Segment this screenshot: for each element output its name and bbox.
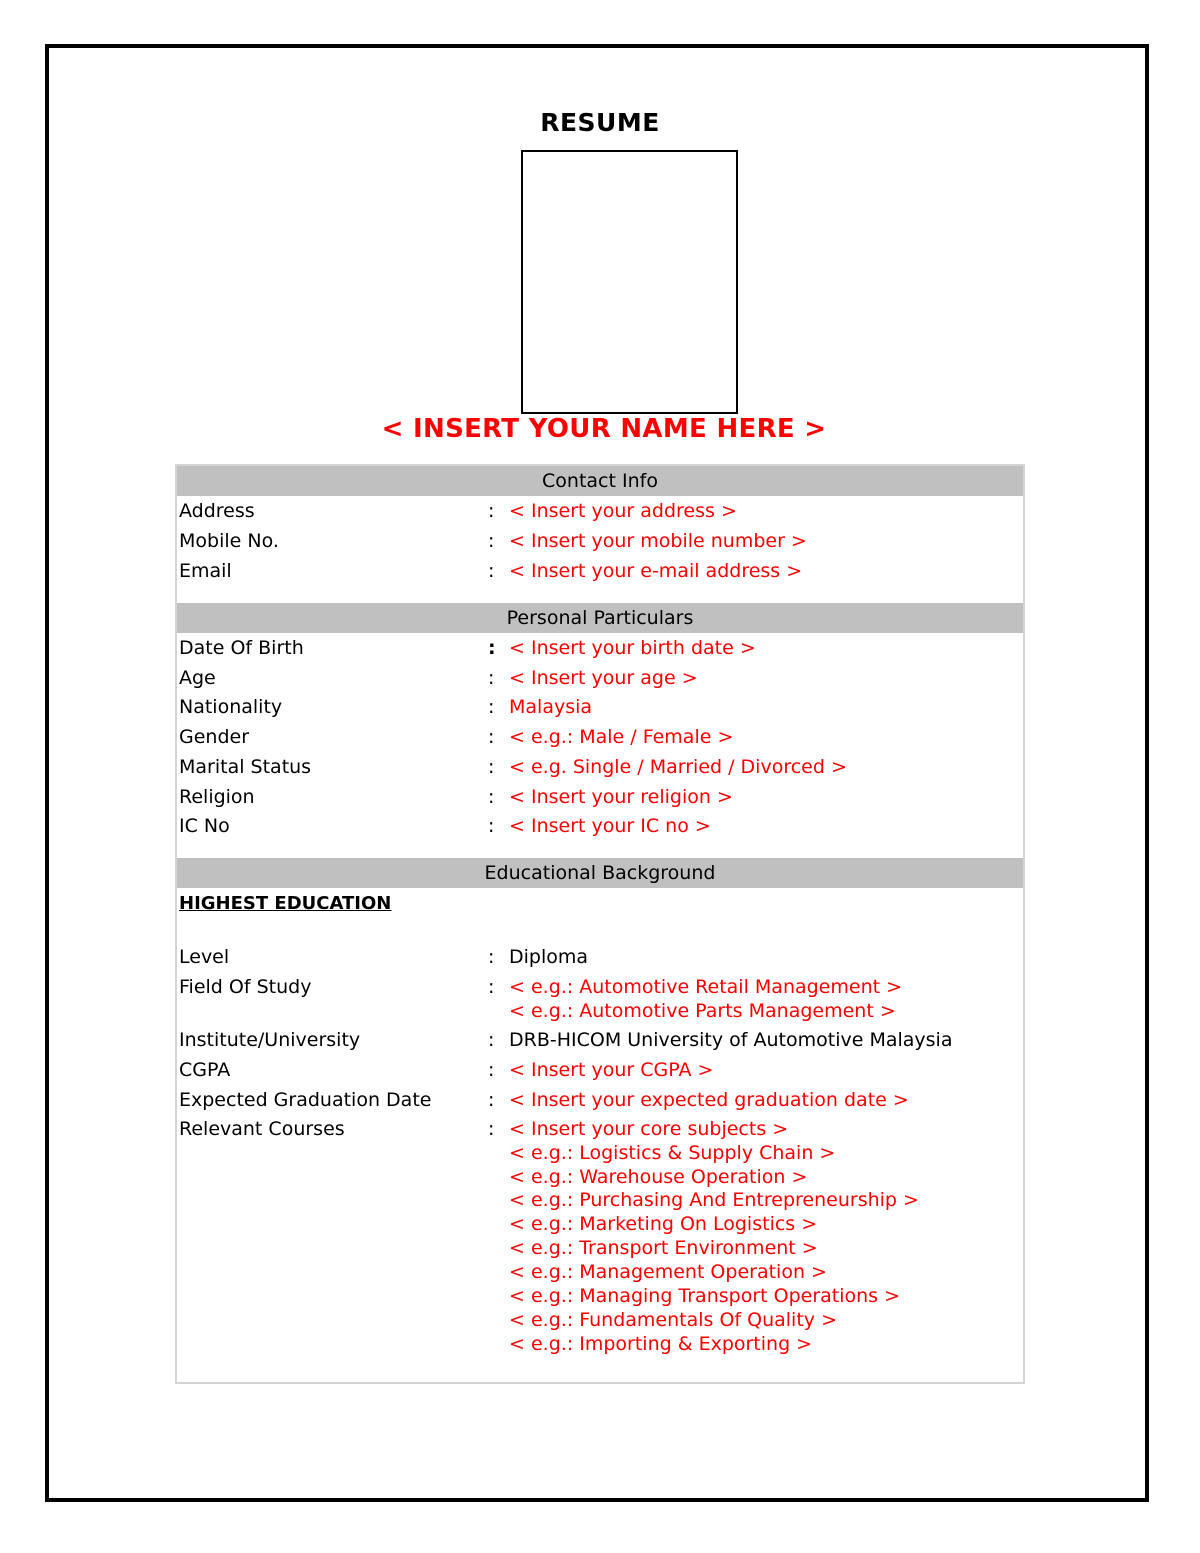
value-gender: < e.g.: Male / Female > <box>509 726 734 748</box>
label-nationality: Nationality <box>179 696 283 718</box>
label-mobile: Mobile No. <box>179 530 279 552</box>
section-header-education: Educational Background <box>177 858 1023 888</box>
course-item: < e.g.: Managing Transport Operations > <box>509 1285 901 1307</box>
value-nationality: Malaysia <box>509 696 593 718</box>
label-age: Age <box>179 667 216 689</box>
value-cgpa: < Insert your CGPA > <box>509 1059 714 1081</box>
colon: : <box>488 1089 495 1111</box>
label-address: Address <box>179 500 255 522</box>
label-date-of-birth: Date Of Birth <box>179 637 304 659</box>
label-field-of-study: Field Of Study <box>179 976 312 998</box>
value-marital-status: < e.g. Single / Married / Divorced > <box>509 756 847 778</box>
label-religion: Religion <box>179 786 255 808</box>
colon: : <box>488 637 496 659</box>
section-header-contact: Contact Info <box>177 466 1023 496</box>
colon: : <box>488 976 495 998</box>
colon: : <box>488 696 495 718</box>
label-relevant-courses: Relevant Courses <box>179 1118 345 1140</box>
course-item: < e.g.: Marketing On Logistics > <box>509 1213 818 1235</box>
value-ic-no: < Insert your IC no > <box>509 815 711 837</box>
section-header-personal: Personal Particulars <box>177 603 1023 633</box>
label-email: Email <box>179 560 232 582</box>
colon: : <box>488 756 495 778</box>
value-institute: DRB-HICOM University of Automotive Malaysia <box>509 1029 953 1051</box>
colon: : <box>488 530 495 552</box>
value-date-of-birth: < Insert your birth date > <box>509 637 756 659</box>
value-mobile: < Insert your mobile number > <box>509 530 807 552</box>
label-ic-no: IC No <box>179 815 230 837</box>
value-age: < Insert your age > <box>509 667 698 689</box>
course-item: < e.g.: Warehouse Operation > <box>509 1166 808 1188</box>
course-item: < e.g.: Importing & Exporting > <box>509 1333 813 1355</box>
document-title: RESUME <box>540 108 660 137</box>
value-level: Diploma <box>509 946 589 968</box>
colon: : <box>488 667 495 689</box>
course-item: < Insert your core subjects > <box>509 1118 789 1140</box>
value-religion: < Insert your religion > <box>509 786 733 808</box>
value-address: < Insert your address > <box>509 500 737 522</box>
photo-placeholder <box>521 150 738 414</box>
label-institute: Institute/University <box>179 1029 361 1051</box>
label-cgpa: CGPA <box>179 1059 231 1081</box>
name-placeholder: < INSERT YOUR NAME HERE > <box>381 414 827 444</box>
label-graduation-date: Expected Graduation Date <box>179 1089 432 1111</box>
colon: : <box>488 1118 495 1140</box>
course-item: < e.g.: Purchasing And Entrepreneurship > <box>509 1189 919 1211</box>
colon: : <box>488 786 495 808</box>
course-item: < e.g.: Fundamentals Of Quality > <box>509 1309 837 1331</box>
colon: : <box>488 500 495 522</box>
colon: : <box>488 726 495 748</box>
label-marital-status: Marital Status <box>179 756 312 778</box>
colon: : <box>488 1029 495 1051</box>
colon: : <box>488 1059 495 1081</box>
label-gender: Gender <box>179 726 250 748</box>
course-item: < e.g.: Transport Environment > <box>509 1237 818 1259</box>
highest-education-heading: HIGHEST EDUCATION <box>179 893 392 914</box>
colon: : <box>488 560 495 582</box>
colon: : <box>488 815 495 837</box>
colon: : <box>488 946 495 968</box>
course-item: < e.g.: Management Operation > <box>509 1261 827 1283</box>
label-level: Level <box>179 946 230 968</box>
value-field-of-study-2: < e.g.: Automotive Parts Management > <box>509 1000 896 1022</box>
value-email: < Insert your e-mail address > <box>509 560 803 582</box>
course-item: < e.g.: Logistics & Supply Chain > <box>509 1142 836 1164</box>
value-field-of-study-1: < e.g.: Automotive Retail Management > <box>509 976 903 998</box>
value-graduation-date: < Insert your expected graduation date > <box>509 1089 909 1111</box>
